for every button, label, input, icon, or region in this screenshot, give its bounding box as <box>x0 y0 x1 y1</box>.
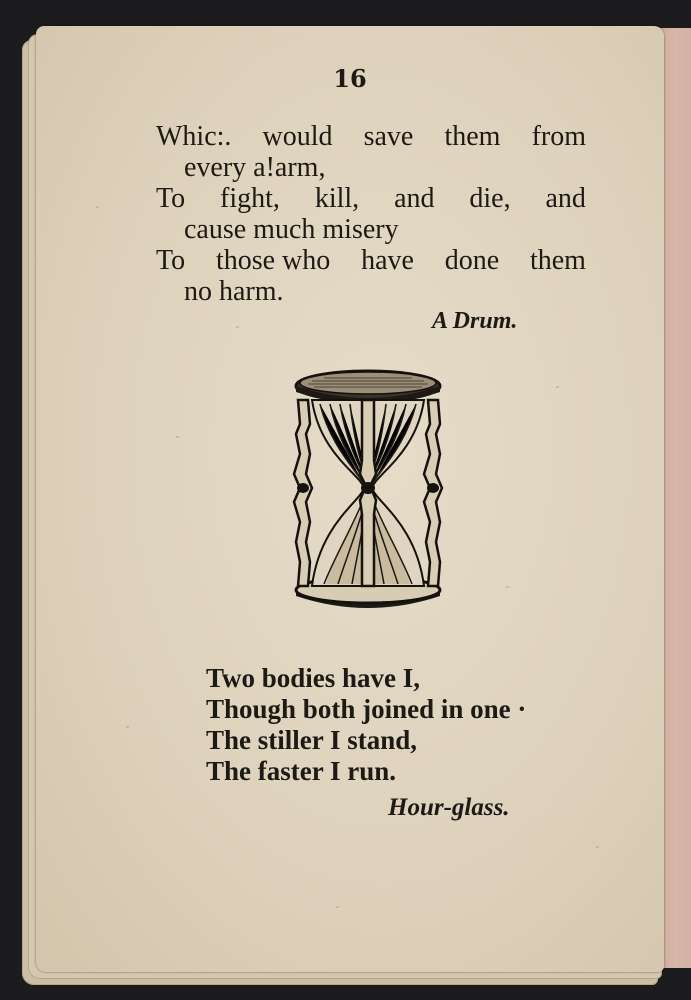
paper-fleck <box>336 906 339 908</box>
paper-fleck <box>176 436 179 438</box>
verse-word: cause much misery <box>184 214 399 245</box>
verse-line: Though both joined in one · <box>206 694 527 724</box>
paper-fleck <box>96 206 99 208</box>
verse-word: those who <box>215 245 331 276</box>
verse-line <box>156 152 586 183</box>
paper-fleck <box>506 586 509 588</box>
verse-line: The faster I run. <box>206 756 397 786</box>
verse-word: kill, <box>314 183 360 214</box>
verse-word: would <box>262 121 333 152</box>
verse-word: done <box>444 245 500 276</box>
riddle-drum-verse <box>156 121 586 307</box>
verse-word: and <box>394 183 435 214</box>
answer-drum: A Drum. <box>432 308 518 334</box>
verse-line <box>156 245 586 276</box>
paper-fleck <box>236 326 239 328</box>
verse-word: have <box>361 245 414 276</box>
verse-word: no harm. <box>184 276 284 307</box>
verse-word: from <box>531 121 586 152</box>
verse-word: fight, <box>220 183 280 214</box>
verse-word: save <box>363 121 414 152</box>
paper-fleck <box>126 726 129 728</box>
verse-word: To <box>156 245 186 276</box>
verse-word: To <box>156 183 186 214</box>
verse-word: Whic:. <box>156 121 232 152</box>
verse-word: die, <box>469 183 511 214</box>
verse-word: them <box>529 245 586 276</box>
verse-line <box>156 276 586 307</box>
paper-fleck <box>556 386 559 388</box>
verse-line: The stiller I stand, <box>206 725 418 755</box>
verse-line <box>156 183 586 214</box>
verse-word: every a!arm, <box>184 152 326 183</box>
paper-fleck <box>596 846 599 848</box>
answer-hourglass: Hour-glass. <box>388 794 510 821</box>
book-page <box>36 26 664 972</box>
riddle-hourglass-verse <box>206 663 526 787</box>
verse-line <box>156 121 586 152</box>
hourglass-woodcut-icon <box>290 364 446 614</box>
verse-line <box>156 214 586 245</box>
verse-word: and <box>545 183 586 214</box>
page-number: 16 <box>333 64 367 93</box>
verse-word: them <box>444 121 501 152</box>
verse-line: Two bodies have I, <box>206 663 421 693</box>
